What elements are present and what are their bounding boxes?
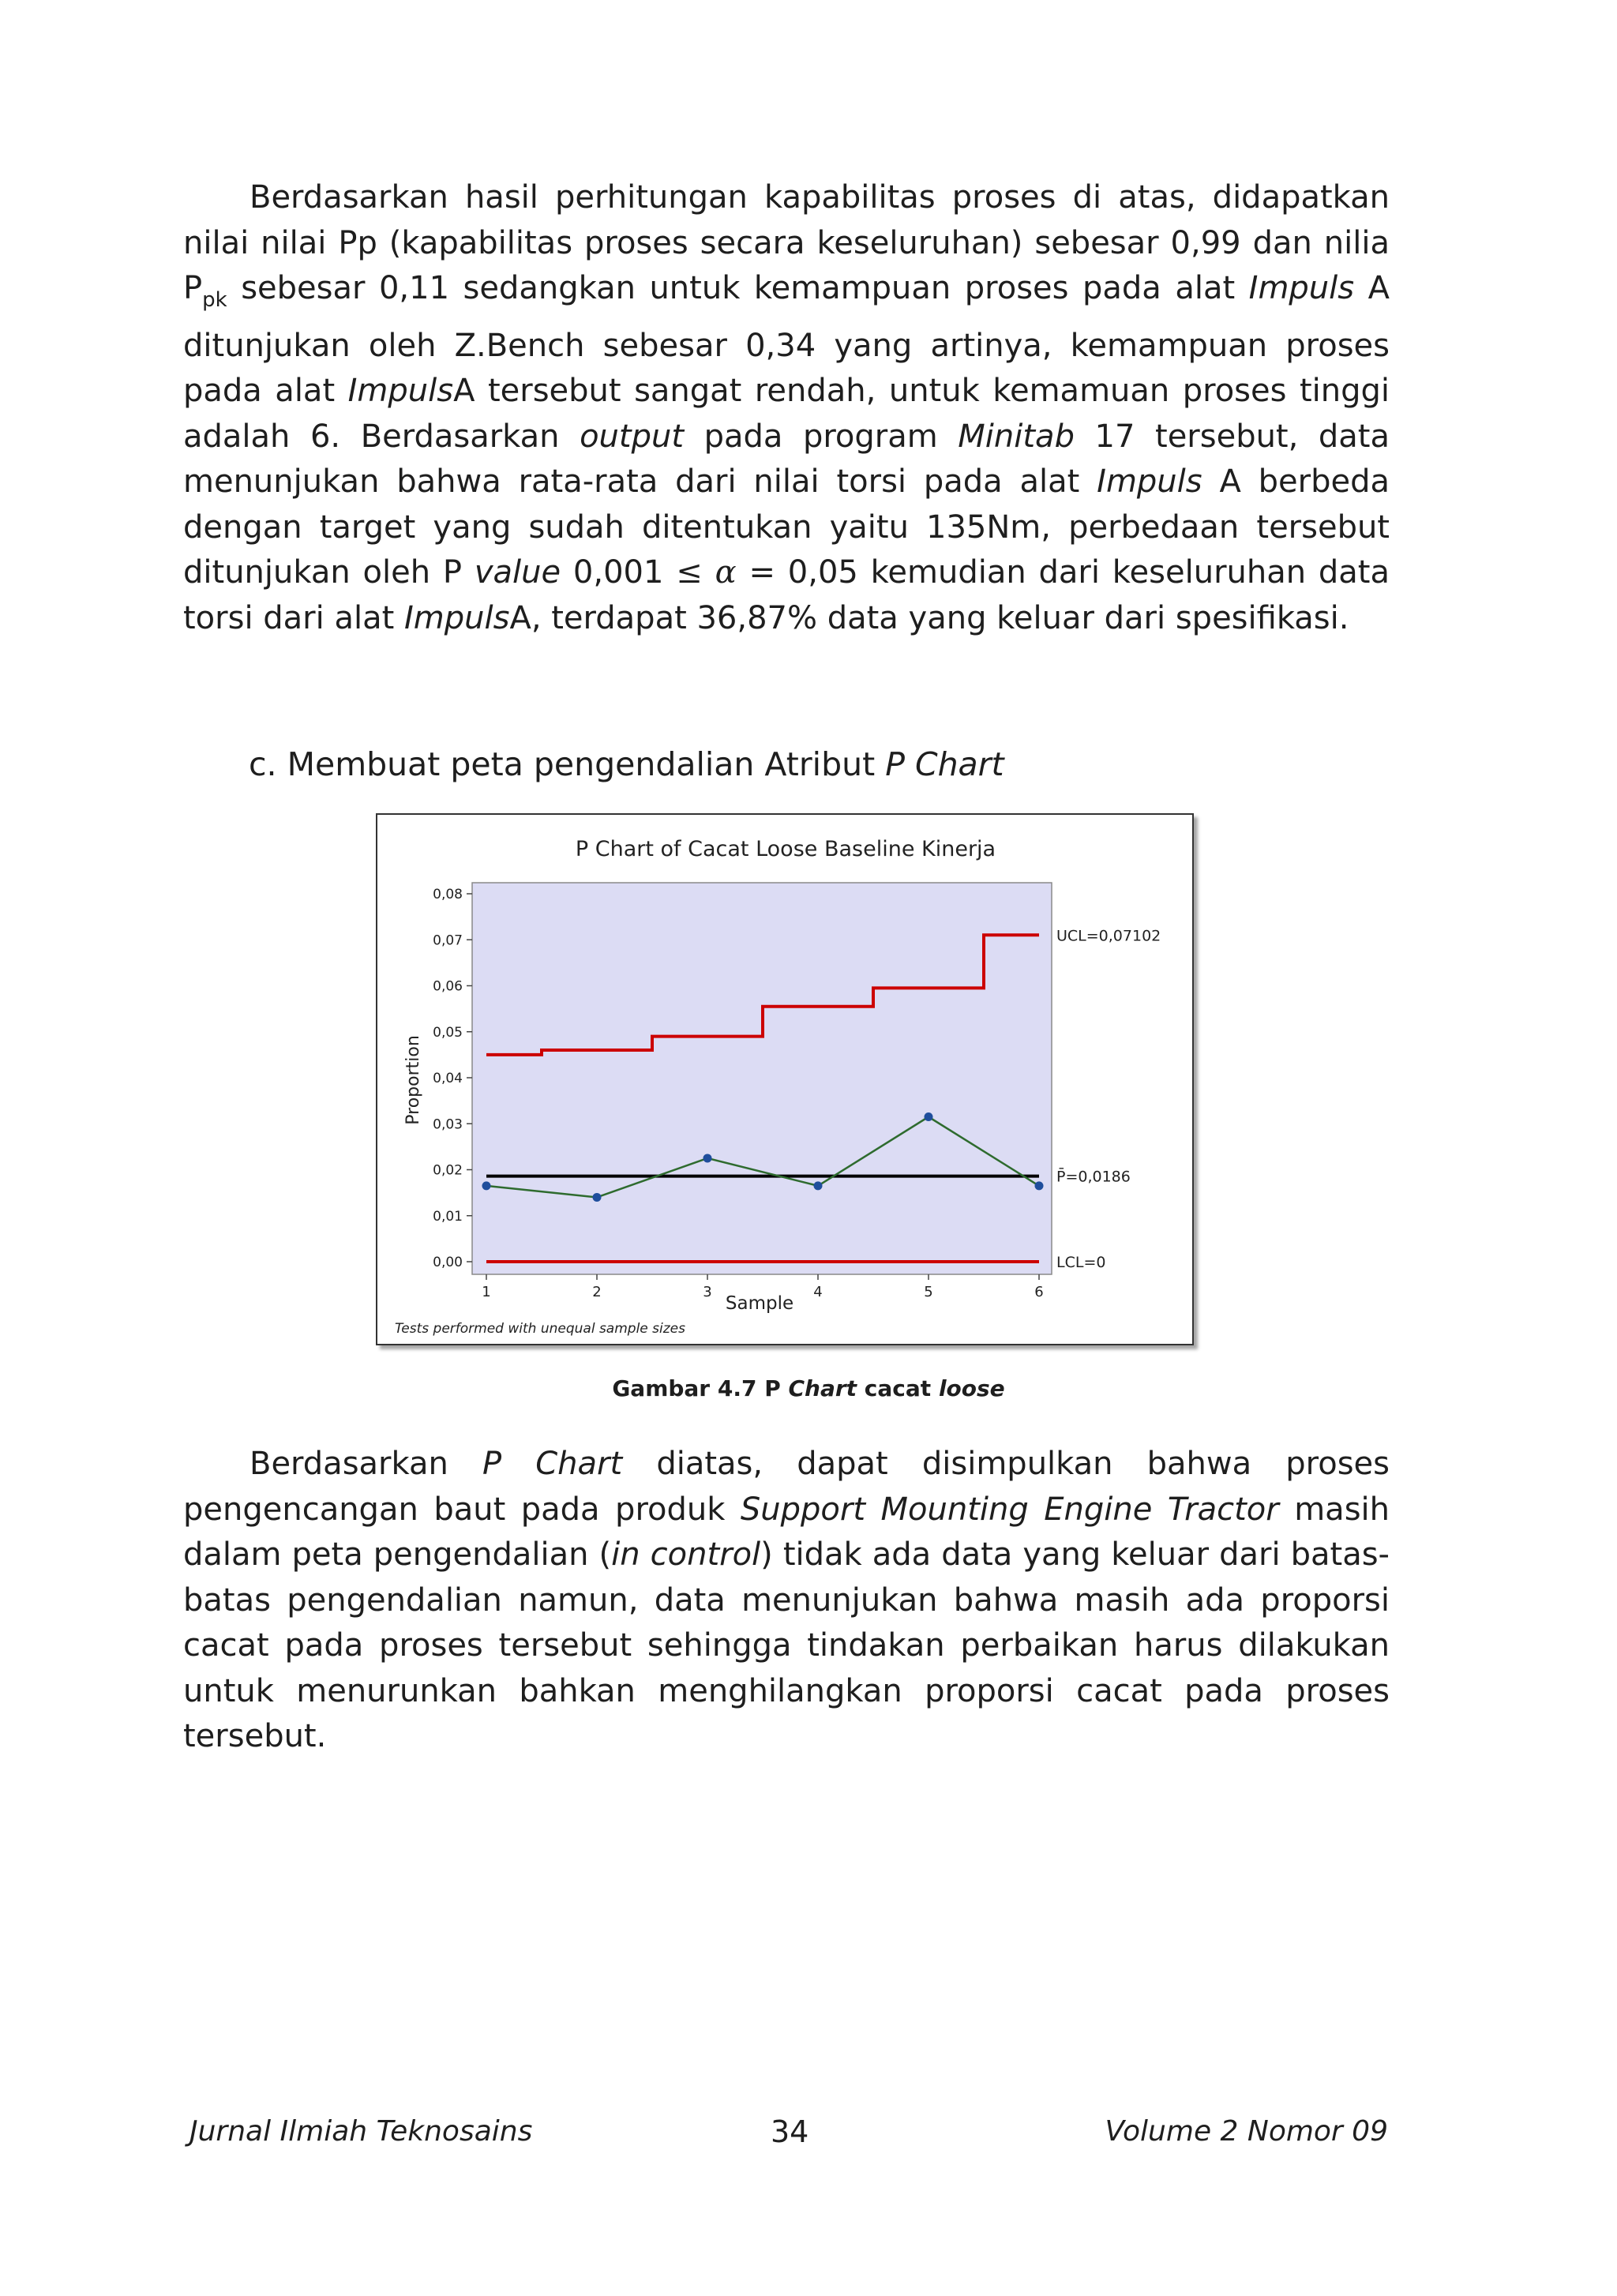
data-point [703, 1154, 712, 1162]
y-tick-label: 0,00 [433, 1255, 463, 1270]
x-tick-label: 5 [924, 1284, 933, 1300]
ucl-label: UCL=0,07102 [1056, 927, 1161, 945]
y-tick-label: 0,05 [433, 1024, 463, 1041]
x-axis-label: Sample [725, 1293, 794, 1314]
plot-area [472, 883, 1052, 1274]
y-tick-label: 0,04 [433, 1071, 463, 1086]
data-point [482, 1181, 491, 1190]
center-line-label: P̄=0,0186 [1056, 1168, 1131, 1186]
lcl-label: LCL=0 [1056, 1254, 1106, 1271]
footer-page-number: 34 [771, 2114, 809, 2149]
footer-journal-name: Jurnal Ilmiah Teknosains [189, 2115, 533, 2148]
data-point [925, 1112, 933, 1121]
figure-caption: Gambar 4.7 P Chart cacat loose [612, 1375, 1005, 1401]
x-tick-label: 3 [703, 1284, 712, 1300]
y-tick-label: 0,03 [433, 1116, 463, 1133]
paragraph-capability: Berdasarkan hasil perhitungan kapabilitas proses di atas, didapatkan nilai nilai Pp (kapabilitas proses secara keseluruhan) sebesar 0,99 dan nilia $P_{pk}$ sebesar 0,11 sedangkan untuk kemampuan proses pada alat Impuls A ditunjukan oleh Z.Bench sebesar 0,34 yang artinya, kemampuan proses pada alat ImpulsA tersebut sangat rendah, untuk kemamuan proses tinggi adalah 6. Berdasarkan output pada program Minitab 17 tersebut, data menunjukan bahwa rata-rata dari nilai torsi pada alat Impuls A berbeda dengan target yang sudah ditentukan yaitu 135Nm, perbedaan tersebut ditunjukan oleh P value 0,001 ≤ α = 0,05 kemudian dari keseluruhan data torsi dari alat ImpulsA, terdapat 36,87% data yang keluar dari spesifikasi. [183, 179, 1390, 636]
x-tick-label: 4 [813, 1284, 823, 1300]
y-axis [433, 887, 472, 1270]
y-tick-label: 0,06 [433, 978, 463, 995]
footer-volume: Volume 2 Nomor 09 [1105, 2115, 1388, 2148]
x-tick-label: 2 [592, 1284, 602, 1300]
p-chart [377, 815, 1192, 1344]
chart-title: P Chart of Cacat Loose Baseline Kinerja [575, 837, 996, 861]
y-tick-label: 0,02 [433, 1162, 463, 1179]
y-tick-label: 0,08 [433, 887, 463, 902]
data-point [814, 1181, 823, 1190]
x-tick-label: 1 [482, 1284, 491, 1300]
y-tick-label: 0,07 [433, 932, 463, 949]
section-heading: c. Membuat peta pengendalian Atribut P Chart [249, 745, 1004, 783]
data-point [1035, 1181, 1044, 1190]
p-chart-figure [376, 813, 1194, 1345]
chart-footnote: Tests performed with unequal sample sizes [395, 1321, 685, 1337]
y-axis-label: Proportion [403, 1035, 423, 1125]
y-tick-label: 0,01 [433, 1208, 463, 1225]
data-point [593, 1193, 602, 1202]
leq-alpha-symbol: ≤ α [676, 554, 737, 591]
x-tick-label: 6 [1034, 1284, 1044, 1300]
paragraph-conclusion: Berdasarkan P Chart diatas, dapat disimpulkan bahwa proses pengencangan baut pada produk Support Mounting Engine Tractor masih dalam peta pengendalian (in control) tidak ada data yang keluar dari batas-batas pengendalian namun, data menunjukan bahwa masih ada proporsi cacat pada proses tersebut sehingga tindakan perbaikan harus dilakukan untuk menurunkan bahkan menghilangkan proporsi cacat pada proses tersebut. [183, 1446, 1390, 1754]
